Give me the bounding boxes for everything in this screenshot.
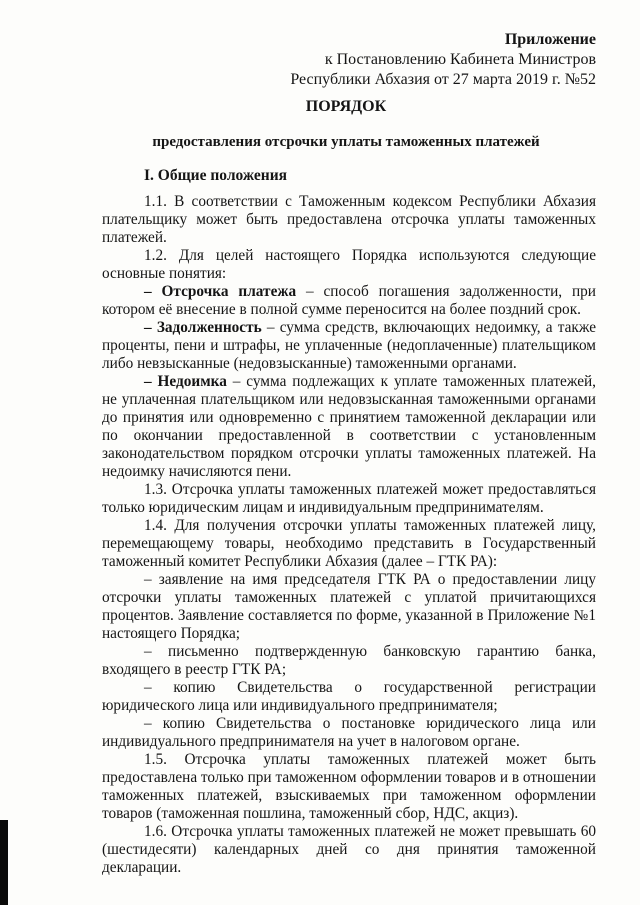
definition-text: – сумма подлежащих к уплате таможенных платежей, не уплаченная плательщиком или недовзысканная таможенными органами до принятия или одновременно с принятием таможенной декларации или по окончании предоставленной в соответствии с установленным законодательством порядком отсрочки уплаты таможенных платежей. На недоимку начисляются пени. <box>102 373 596 480</box>
appendix-header <box>176 30 596 90</box>
list-item-tax-certificate: – копию Свидетельства о постановке юридического лица или индивидуального предпринимателя на учет в налоговом органе. <box>102 715 596 750</box>
list-item-bank-guarantee: – письменно подтвержденную банковскую гарантию банка, входящего в реестр ГТК РА; <box>102 643 596 678</box>
document-subtitle: предоставления отсрочки уплаты таможенных платежей <box>152 134 540 150</box>
section-title: I. Общие положения <box>144 167 288 184</box>
appendix-line-1: к Постановлению Кабинета Министров <box>324 51 596 68</box>
paragraph-1-6: 1.6. Отсрочка уплаты таможенных платежей не может превышать 60 (шестидесяти) календарных дней со дня принятия таможенной декларации. <box>102 823 596 876</box>
definition-term: – Недоимка <box>144 373 227 390</box>
document-body <box>102 193 596 877</box>
scan-edge-mark <box>0 820 8 905</box>
definition-term: – Задолженность <box>144 319 262 336</box>
document-title: ПОРЯДОК <box>305 98 387 115</box>
appendix-title: Приложение <box>504 31 596 48</box>
definition-deferral <box>102 283 596 319</box>
definition-debt <box>102 319 596 373</box>
paragraph-1-4: 1.4. Для получения отсрочки уплаты таможенных платежей лицу, перемещающему товары, необходимо представить в Государственный таможенный комитет Республики Абхазия (далее – ГТК РА): <box>102 517 596 570</box>
definition-text: – сумма средств, включающих недоимку, а также проценты, пени и штрафы, не уплаченные (недоплаченные) плательщиком либо невзысканные (недовзысканные) таможенными органами. <box>102 319 596 372</box>
paragraph-1-5: 1.5. Отсрочка уплаты таможенных платежей может быть предоставлена только при таможенном оформлении товаров и в отношении таможенных платежей, взыскиваемых при таможенном оформлении товаров (таможенная пошлина, таможенный сбор, НДС, акциз). <box>102 751 596 822</box>
paragraph-1-3: 1.3. Отсрочка уплаты таможенных платежей может предоставляться только юридическим лицам и индивидуальным предпринимателям. <box>102 481 596 516</box>
list-item-registration-certificate: – копию Свидетельства о государственной регистрации юридического лица или индивидуального предпринимателя; <box>102 679 596 714</box>
definition-term: – Отсрочка платежа <box>144 283 297 300</box>
definition-text: – способ погашения задолженности, при котором её внесение в полной сумме переносится на более поздний срок. <box>102 283 596 318</box>
paragraph-1-1: 1.1. В соответствии с Таможенным кодексом Республики Абхазия плательщику может быть предоставлена отсрочка уплаты таможенных платежей. <box>102 193 596 246</box>
definition-arrears <box>102 373 596 481</box>
appendix-line-2: Республики Абхазия от 27 марта 2019 г. №52 <box>290 71 596 88</box>
paragraph-1-2: 1.2. Для целей настоящего Порядка используются следующие основные понятия: <box>102 247 596 282</box>
list-item-application: – заявление на имя председателя ГТК РА о предоставлении лицу отсрочки уплаты таможенных платежей с уплатой причитающихся процентов. Заявление составляется по форме, указанной в Приложение №1 настоящего Порядка; <box>102 571 596 642</box>
